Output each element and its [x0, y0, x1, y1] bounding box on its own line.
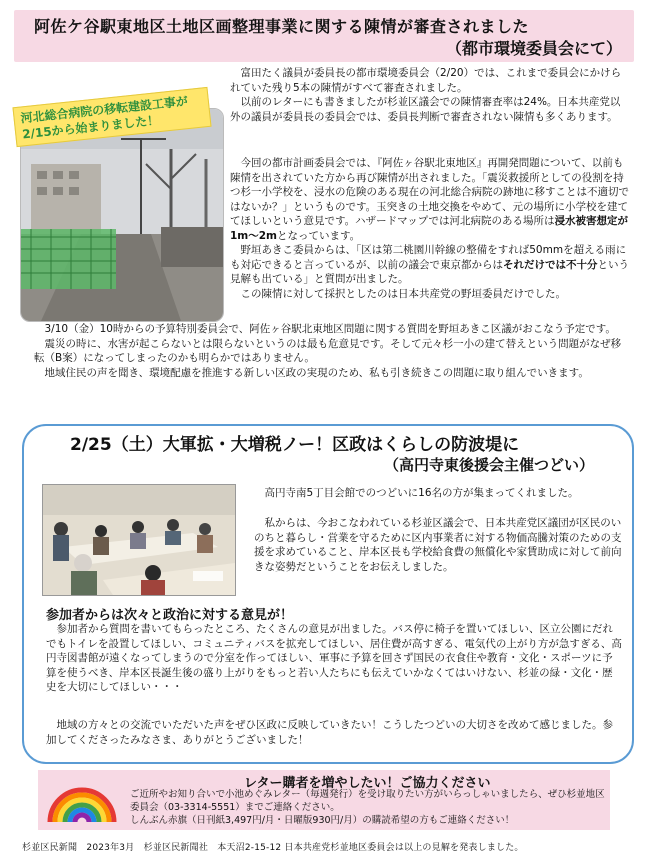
masthead: 杉並区民新聞 2023年3月 杉並区民新聞社 本天沼2-15-12 日本共産党杉並地区委員会は以上の見解を発表しました。 [22, 843, 524, 853]
meeting-title: 2/25（土）大軍拡・大増税ノー！区政はくらしの防波堤に [70, 435, 520, 455]
footer-text [130, 788, 608, 827]
meeting-photo [42, 484, 236, 596]
intro-paragraph-1: 富田たく議員が委員長の都市環境委員会（2/20）では、これまで委員会にかけられていた残り5本の陳情がすべて審査されました。 [230, 67, 622, 94]
city-paragraph-1: 今回の都市計画委員会では、『阿佐ヶ谷駅北東地区』再開発問題について、以前も陳情を出されていた方から再び陳情が出されました。「震災救援所としての役割を持つ杉一小学校を、浸水の危険のある現在の河北総合病院の跡地に移すことは不適切ではないか？」というものです。玉突きの土地交換をやめて、元の場所に小学校を建ててほしいという意見です。ハザードマップでは河北病院のある場所は浸水被害想定が1m〜2mとなっています。 [230, 157, 629, 242]
footer-line-1: ご近所やお知り合いで小池めぐみレター（毎週発行）を受け取りたい方がいらっしゃいましたら、ぜひ杉並地区委員会（03-3314-5551）までご連絡ください。 [130, 789, 605, 813]
budget-paragraph-3: 地域住民の声を聞き、環境配慮を推進する新しい区政の実現のため、私も引き続きこの問題に取り組んでいきます。 [34, 366, 589, 379]
page-title: 阿佐ケ谷駅東地区土地区画整理事業に関する陳情が審査されました [34, 17, 530, 36]
meeting-photo-image [43, 485, 235, 595]
city-committee-section [230, 156, 630, 301]
page-subtitle: （都市環境委員会にて） [445, 39, 622, 58]
budget-paragraph-1: 3/10（金）10時からの予算特別委員会で、阿佐ヶ谷駅北東地区問題に関する質問を野垣あきこ区議がおこなう予定です。 [34, 323, 616, 335]
meeting-paragraph-2: 私からは、今おこなわれている杉並区議会で、日本共産党区議団が区民のいのちと暮らし・営業を守るために区内事業者に対する物価高騰対策のための支援を求めていること、岸本区長も学校給食費の無償化や家賃助成に対して前向きな姿勢だということをお伝えしました。 [254, 517, 622, 573]
footer-title: レター購者を増やしたい！ご協力ください [244, 776, 491, 791]
closing-paragraph: 地域の方々との交流でいただいた声をぜひ区政に反映していきたい！こうしたつどいの大切さを改めて感じました。参加してくださったみなさま、ありがとうございました！ [46, 719, 613, 746]
opinions-paragraph: 参加者から質問を書いてもらったところ、たくさんの意見が出ました。バス停に椅子を置いてほしい、区立公園にだれでもトイレを設置してほしい、コミュニティバスを拡充してほしい、居住費が高すぎる、電気代の上がり方が急すぎる、高円寺図書館が遠くなってしまうので分室を作ってほしい、軍事に予算を回さず国民の衣食住や教育・文化・スポーツに予算を使うべき、岸本区長誕生後の盛り上がりをもっと若い人たちにも伝えていかなくてはいけない、杉並の緑・文化・歴史を大切にしてほしい・・・ [46, 623, 622, 693]
budget-paragraph-2: 震災の時に、水害が起こらないとは限らないというのは最も危意見です。そして元々杉一小の建て替えという問題がなぜ移転（B案）になってしまったのかも明らかではありません。 [34, 337, 622, 364]
intro-section [230, 66, 630, 124]
photo-caption-sticker: 河北総合病院の移転建設工事が2/15から始まりました！ [12, 87, 211, 147]
insufficient-highlight: それだけでは不十分 [503, 258, 598, 271]
meeting-subtitle: （高円寺東後援会主催つどい） [383, 456, 594, 474]
opinions-heading: 参加者からは次々と政治に対する意見が！ [46, 608, 294, 623]
footer-line-2: しんぶん赤旗（日刊紙3,497円/月・日曜版930円/月）の購読希望の方もご連絡ください！ [130, 815, 515, 826]
city-paragraph-3: この陳情に対して採択としたのは日本共産党の野垣委員だけでした。 [230, 287, 566, 300]
city-paragraph-2: 野垣あきこ委員からは、「区は第二桃園川幹線の整備をすれば50mmを超える雨にも対応できると言っているが、以前の議会で東京都からはそれだけでは不十分という見解も出ている」と質問が出ました。 [230, 244, 629, 285]
meeting-paragraph-1: 高円寺南5丁目会館でのつどいに16名の方が集まってくれました。 [254, 487, 579, 499]
flood-depth-highlight: 浸水被害想定が1m〜2m [230, 215, 629, 242]
rainbow-icon [44, 778, 120, 824]
intro-paragraph-2: 以前のレターにも書きましたが杉並区議会での陳情審査率は24%。日本共産党以外の議員が委員長の委員会では、委員長判断で審査されない陳情も多くあります。 [230, 96, 621, 123]
budget-section [34, 322, 630, 380]
